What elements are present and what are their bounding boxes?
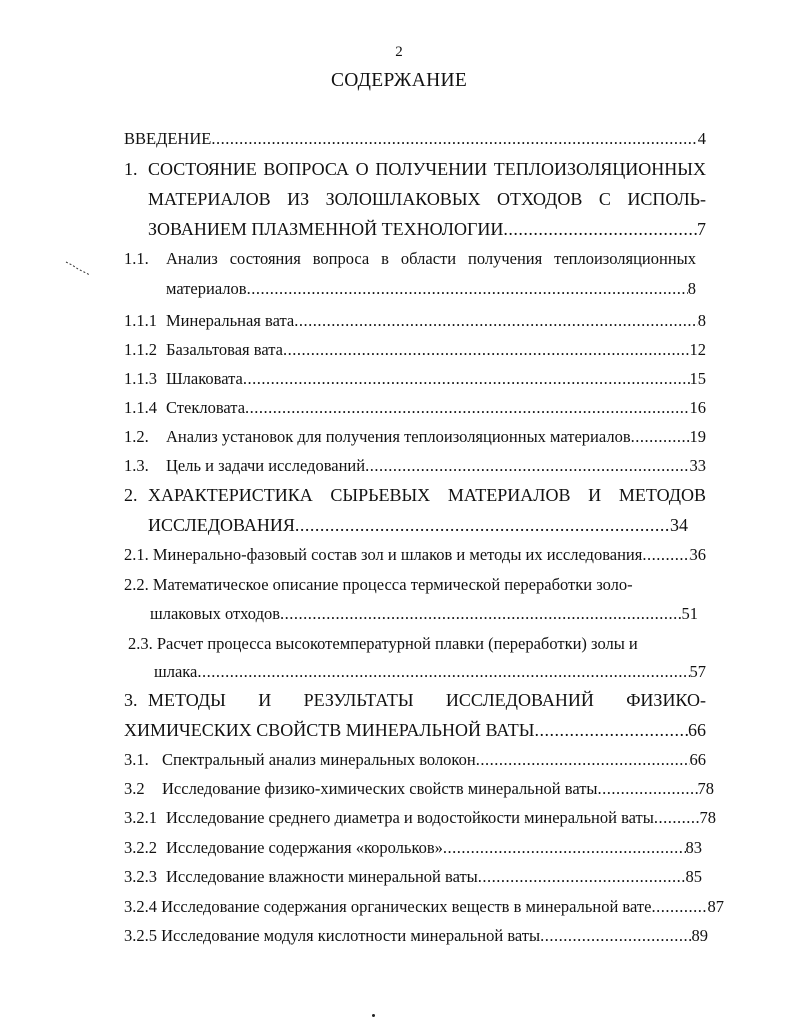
leader-dots xyxy=(598,779,698,799)
toc-section-number: 3.2.2 xyxy=(124,838,157,857)
toc-section-1-3[interactable] xyxy=(166,456,706,476)
toc-section-number: 1.1.2 xyxy=(124,340,157,359)
scan-mark-decoration xyxy=(64,258,92,278)
toc-page-number: 4 xyxy=(697,129,706,148)
toc-page-number: 19 xyxy=(689,427,706,446)
toc-section-3-2-5[interactable] xyxy=(124,926,708,946)
toc-section-number: 3.1. xyxy=(124,750,149,769)
leader-dots xyxy=(642,545,689,565)
toc-section-1-1-line-2[interactable] xyxy=(166,279,696,299)
toc-page-number: 57 xyxy=(689,662,706,681)
toc-section-number: 3.2.3 xyxy=(124,867,157,886)
leader-dots xyxy=(654,808,700,828)
toc-section-2-2-line-2[interactable] xyxy=(150,604,698,624)
toc-page-number: 78 xyxy=(697,779,714,798)
toc-section-1-1-1[interactable] xyxy=(166,311,706,331)
toc-chapter-number: 1. xyxy=(124,159,138,179)
leader-dots xyxy=(443,838,686,858)
toc-entry-text: Исследование среднего диаметра и водостойкости минеральной ваты xyxy=(166,808,654,827)
page-number: 2 xyxy=(395,44,403,60)
toc-page-number: 87 xyxy=(707,897,724,916)
toc-entry-text: Шлаковата xyxy=(166,369,243,388)
toc-section-1-1-4[interactable] xyxy=(166,398,706,418)
leader-dots xyxy=(247,279,688,299)
toc-entry-text: Стекловата xyxy=(166,398,246,417)
leader-dots xyxy=(197,662,689,682)
toc-entry-text: 2.1. Минерально-фазовый состав зол и шлаков и методы их исследования xyxy=(124,545,643,564)
toc-section-1-2[interactable] xyxy=(166,427,706,447)
toc-section-1-1-3[interactable] xyxy=(166,369,706,389)
toc-entry-text: Спектральный анализ минеральных волокон xyxy=(162,750,476,769)
toc-section-number: 1.1.4 xyxy=(124,398,157,417)
toc-page-number: 89 xyxy=(691,926,708,945)
leader-dots xyxy=(283,340,690,360)
toc-chapter-1-line-2[interactable]: МАТЕРИАЛОВ ИЗ ЗОЛОШЛАКОВЫХ ОТХОДОВ С ИСПОЛЬ- xyxy=(148,189,706,209)
toc-section-1-1-2[interactable] xyxy=(166,340,706,360)
toc-entry-text: шлаковых отходов xyxy=(150,604,281,623)
toc-section-number: 3.2 xyxy=(124,779,145,798)
toc-chapter-3-line-2[interactable] xyxy=(124,720,706,740)
toc-section-3-1[interactable] xyxy=(162,750,706,770)
leader-dots xyxy=(365,456,689,476)
leader-dots xyxy=(478,867,686,887)
toc-entry-text: Исследование физико-химических свойств минеральной ваты xyxy=(162,779,598,798)
toc-chapter-number: 2. xyxy=(124,485,138,505)
toc-page-number: 12 xyxy=(689,340,706,359)
leader-dots xyxy=(534,720,688,740)
toc-section-2-3-line-1[interactable]: 2.3. Расчет процесса высокотемпературной плавки (переработки) золы и xyxy=(128,634,638,653)
toc-entry-intro[interactable] xyxy=(124,129,706,149)
toc-page-number: 78 xyxy=(699,808,716,827)
leader-dots xyxy=(295,515,670,535)
toc-entry-text: 3.2.5 Исследование модуля кислотности минеральной ваты xyxy=(124,926,541,945)
toc-section-2-3-line-2[interactable] xyxy=(154,662,706,682)
toc-chapter-3-line-1[interactable]: МЕТОДЫ И РЕЗУЛЬТАТЫ ИССЛЕДОВАНИЙ ФИЗИКО- xyxy=(148,690,706,710)
leader-dots xyxy=(211,129,697,149)
toc-section-3-2-4[interactable] xyxy=(124,897,724,917)
toc-page-number: 36 xyxy=(689,545,706,564)
toc-entry-text: 3.2.4 Исследование содержания органических веществ в минеральной вате xyxy=(124,897,652,916)
toc-entry-text: Минеральная вата xyxy=(166,311,295,330)
toc-page-number: 15 xyxy=(689,369,706,388)
toc-section-number: 1.1. xyxy=(124,249,149,268)
toc-page-number: 51 xyxy=(681,604,698,623)
toc-page-number: 85 xyxy=(685,867,702,886)
toc-section-3-2-2[interactable] xyxy=(166,838,702,858)
toc-entry-text: шлака xyxy=(154,662,198,681)
toc-page-number: 33 xyxy=(689,456,706,475)
leader-dots xyxy=(476,750,690,770)
leader-dots xyxy=(280,604,681,624)
toc-section-number: 1.2. xyxy=(124,427,149,446)
leader-dots xyxy=(651,897,707,917)
toc-page-number: 83 xyxy=(685,838,702,857)
toc-chapter-1-line-3[interactable] xyxy=(148,219,706,239)
toc-section-number: 3.2.1 xyxy=(124,808,157,827)
toc-page-number: 7 xyxy=(697,219,706,239)
toc-entry-text: Цель и задачи исследований xyxy=(166,456,366,475)
leader-dots xyxy=(294,311,698,331)
toc-entry-text: материалов xyxy=(166,279,247,298)
toc-section-3-2-1[interactable] xyxy=(166,808,716,828)
toc-section-1-1-line-1[interactable]: Анализ состояния вопроса в области получения теплоизоляционных xyxy=(166,249,696,268)
toc-section-number: 1.1.3 xyxy=(124,369,157,388)
leader-dots xyxy=(503,219,697,239)
toc-entry-text: ИССЛЕДОВАНИЯ xyxy=(148,515,295,535)
toc-entry-text: ЗОВАНИЕМ ПЛАЗМЕННОЙ ТЕХНОЛОГИИ xyxy=(148,219,504,239)
leader-dots xyxy=(243,369,690,389)
toc-section-number: 1.1.1 xyxy=(124,311,157,330)
toc-section-2-2-line-1[interactable]: 2.2. Математическое описание процесса термической переработки золо- xyxy=(124,575,633,594)
toc-title: СОДЕРЖАНИЕ xyxy=(330,70,468,91)
toc-entry-text: Исследование влажности минеральной ваты xyxy=(166,867,478,886)
toc-chapter-1-line-1[interactable]: СОСТОЯНИЕ ВОПРОСА О ПОЛУЧЕНИИ ТЕПЛОИЗОЛЯЦИОННЫХ xyxy=(148,159,706,179)
toc-page-number: 34 xyxy=(670,515,688,535)
toc-chapter-number: 3. xyxy=(124,690,138,710)
toc-chapter-2-line-2[interactable] xyxy=(148,515,688,535)
toc-section-2-1[interactable] xyxy=(124,545,706,565)
leader-dots xyxy=(245,398,689,418)
toc-entry-text: Базальтовая вата xyxy=(166,340,283,359)
toc-entry-text: ХИМИЧЕСКИХ СВОЙСТВ МИНЕРАЛЬНОЙ ВАТЫ xyxy=(124,720,535,740)
toc-entry-text: Исследование содержания «корольков» xyxy=(166,838,443,857)
toc-section-3-2-3[interactable] xyxy=(166,867,702,887)
toc-page-number: 8 xyxy=(687,279,696,298)
toc-section-number: 1.3. xyxy=(124,456,149,475)
toc-entry-text: ВВЕДЕНИЕ xyxy=(124,129,212,148)
toc-page-number: 66 xyxy=(689,750,706,769)
scan-speck-decoration xyxy=(372,1014,375,1017)
leader-dots xyxy=(631,427,690,447)
toc-entry-text: Анализ установок для получения теплоизоляционных материалов xyxy=(166,427,631,446)
toc-chapter-2-line-1[interactable]: ХАРАКТЕРИСТИКА СЫРЬЕВЫХ МАТЕРИАЛОВ И МЕТОДОВ xyxy=(148,485,706,505)
toc-section-3-2[interactable] xyxy=(162,779,714,799)
toc-page-number: 16 xyxy=(689,398,706,417)
leader-dots xyxy=(540,926,691,946)
toc-page-number: 66 xyxy=(688,720,706,740)
toc-page-number: 8 xyxy=(697,311,706,330)
